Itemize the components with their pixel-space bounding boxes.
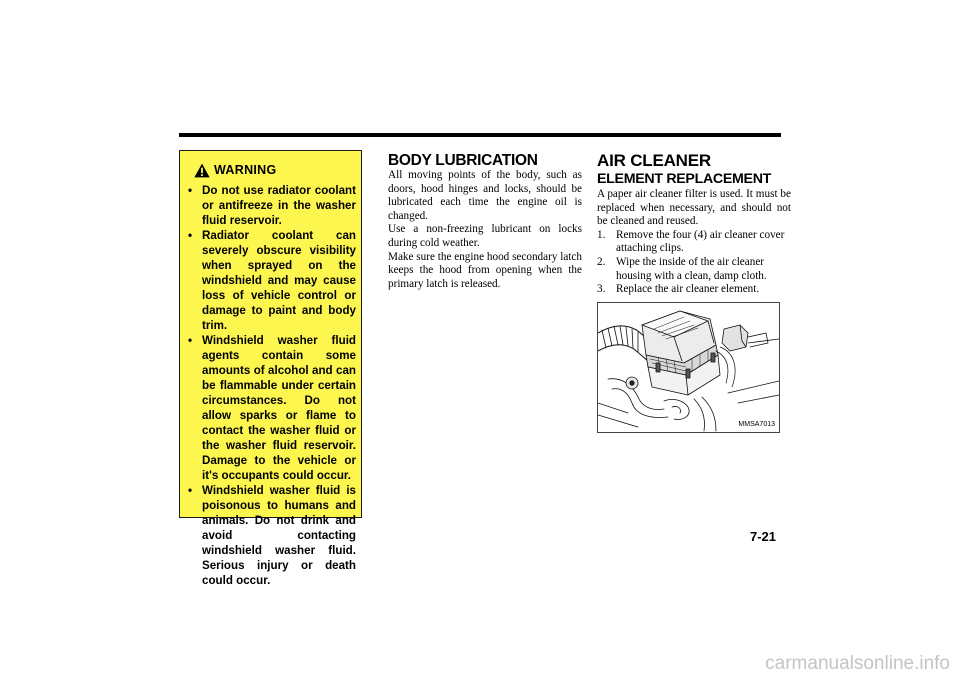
top-rule <box>179 133 781 137</box>
step-number: 3. <box>597 283 606 296</box>
paragraph: All moving points of the body, such as doors, hood hinges and locks, should be lubricated each time the engine oil is changed. <box>388 169 582 222</box>
warning-header <box>194 161 277 179</box>
body-lubrication-section <box>388 152 582 291</box>
warning-item: • Radiator coolant can severely obscure visibility when sprayed on the windshield and may cause loss of vehicle control or damage to paint and body trim. <box>188 228 356 333</box>
watermark: carmanualsonline.info <box>765 653 950 674</box>
warning-box <box>179 150 362 587</box>
step-number: 2. <box>597 255 606 268</box>
steps-list <box>597 229 791 297</box>
step-number: 1. <box>597 228 606 241</box>
list-item <box>597 256 791 283</box>
engine-bay-drawing <box>598 303 779 432</box>
paragraph: Make sure the engine hood secondary latch keeps the hood from opening when the primary latch is released. <box>388 250 582 290</box>
warning-triangle-icon <box>194 163 210 178</box>
paragraph: A paper air cleaner filter is used. It must be replaced when necessary, and should not be cleaned and reused. <box>597 188 791 228</box>
paragraph: Use a non-freezing lubricant on locks during cold weather. <box>388 223 582 249</box>
section-heading: AIR CLEANER <box>597 151 711 170</box>
section-subheading: ELEMENT REPLACEMENT <box>597 171 772 187</box>
warning-item: • Windshield washer fluid is poisonous to humans and animals. Do not drink and avoid contacting windshield washer fluid. Serious injury or death could occur. <box>188 483 356 588</box>
section-heading: BODY LUBRICATION <box>388 152 538 169</box>
warning-list <box>188 183 356 588</box>
figure-code: MMSA7013 <box>738 421 775 428</box>
page-number: 7-21 <box>750 529 777 544</box>
step-text: Wipe the inside of the air cleaner housing with a clean, damp cloth. <box>616 255 767 282</box>
list-item <box>597 229 791 256</box>
step-text: Replace the air cleaner element. <box>616 283 760 296</box>
air-cleaner-illustration <box>597 302 780 433</box>
warning-item: • Windshield washer fluid agents contain some amounts of alcohol and can be flammable under certain circumstances. Do not allow sparks or flame to contact the washer fluid or the washer fluid reservoir. Damage to the vehicle or it's occupants could occur. <box>188 333 356 483</box>
warning-item: • Do not use radiator coolant or antifreeze in the washer fluid reservoir. <box>188 183 356 228</box>
warning-title: WARNING <box>214 162 277 177</box>
air-cleaner-section <box>597 152 791 297</box>
list-item <box>597 283 791 297</box>
step-text: Remove the four (4) air cleaner cover attaching clips. <box>616 228 785 255</box>
